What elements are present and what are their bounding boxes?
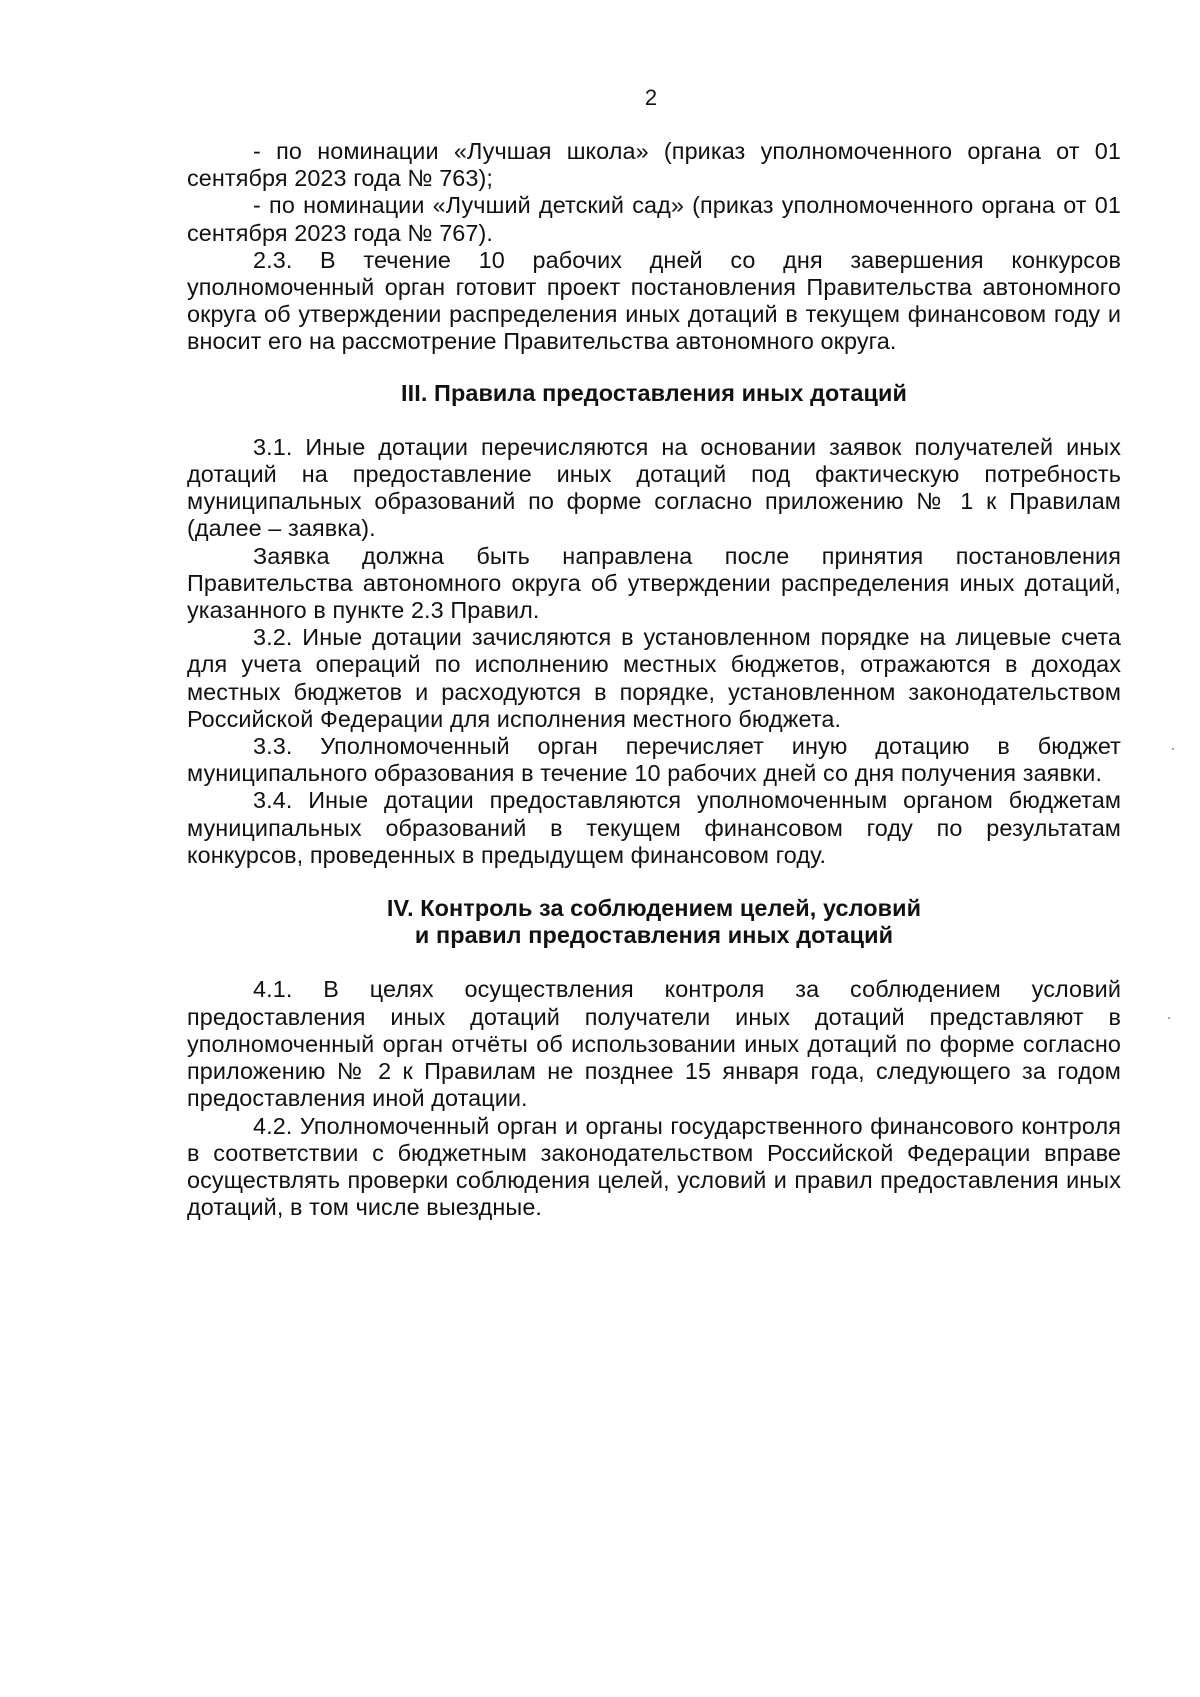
paragraph-nomination-kindergarten: - по номинации «Лучший детский сад» (приказ уполномоченного органа от 01 сентября 2023 года № 767). — [187, 192, 1121, 246]
paragraph-4-1: 4.1. В целях осуществления контроля за соблюдением условий предоставления иных дотаций получатели иных дотаций представляют в уполномоченный орган отчёты об использовании иных дотаций по форме согласно приложению № 2 к Правилам не позднее 15 января года, следующего за годом предоставления иной дотации. — [187, 976, 1121, 1112]
section-3-heading — [187, 380, 1121, 407]
paragraph-3-3: 3.3. Уполномоченный орган перечисляет иную дотацию в бюджет муниципального образования в течение 10 рабочих дней со дня получения заявки. — [187, 733, 1121, 787]
paragraph-3-2: 3.2. Иные дотации зачисляются в установленном порядке на лицевые счета для учета операций по исполнению местных бюджетов, отражаются в доходах местных бюджетов и расходуются в порядке, установленном законодательством Российской Федерации для исполнения местного бюджета. — [187, 624, 1121, 732]
paragraph-3-4: 3.4. Иные дотации предоставляются уполномоченным органом бюджетам муниципальных образований в текущем финансовом году по результатам конкурсов, проведенных в предыдущем финансовом году. — [187, 787, 1121, 868]
page-number: 2 — [644, 85, 658, 110]
paragraph-3-1: 3.1. Иные дотации перечисляются на основании заявок получателей иных дотаций на предоставление иных дотаций под фактическую потребность муниципальных образований по форме согласно приложению № 1 к Правилам (далее – заявка). — [187, 433, 1121, 542]
section-4-title-line-1: IV. Контроль за соблюдением целей, условий — [386, 895, 922, 922]
scan-speck — [1168, 1017, 1170, 1019]
paragraph-2-3: 2.3. В течение 10 рабочих дней со дня завершения конкурсов уполномоченный орган готовит проект постановления Правительства автономного округа об утверждении распределения иных дотаций в текущем финансовом году и вносит его на рассмотрение Правительства автономного округа. — [187, 246, 1121, 355]
paragraph-4-2: 4.2. Уполномоченный орган и органы государственного финансового контроля в соответствии с бюджетным законодательством Российской Федерации вправе осуществлять проверки соблюдения целей, условий и правил предоставления иных дотаций, в том числе выездные. — [187, 1112, 1121, 1221]
section-4-heading — [187, 895, 1121, 949]
paragraph-nomination-school: - по номинации «Лучшая школа» (приказ уполномоченного органа от 01 сентября 2023 года № 763); — [187, 138, 1121, 192]
section-4-title-line-2: и правил предоставления иных дотаций — [414, 922, 894, 949]
section-3-title: III. Правила предоставления иных дотаций — [401, 379, 907, 406]
scan-speck — [1172, 748, 1174, 750]
paragraph-application-note: Заявка должна быть направлена после принятия постановления Правительства автономного округа об утверждении распределения иных дотаций, указанного в пункте 2.3 Правил. — [187, 542, 1121, 624]
document-body — [187, 138, 1121, 1221]
